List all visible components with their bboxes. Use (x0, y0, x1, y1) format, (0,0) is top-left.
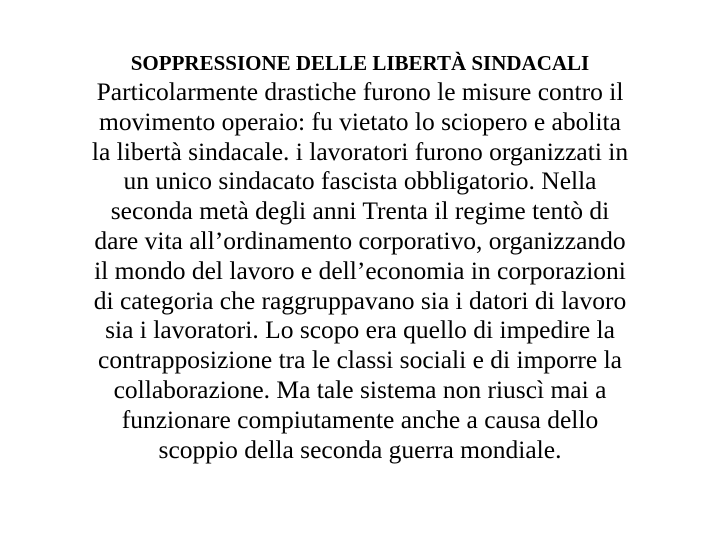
body-line: di categoria che raggruppavano sia i datori di lavoro (93, 285, 627, 315)
body-line: sia i lavoratori. Lo scopo era quello di impedire la (105, 315, 615, 345)
body-line: la libertà sindacale. i lavoratori furono organizzati in (91, 136, 629, 166)
body-line: un unico sindacato fascista obbligatorio. Nella (123, 166, 597, 196)
body-line: seconda metà degli anni Trenta il regime tentò di (110, 196, 610, 226)
body-line: movimento operaio: fu vietato lo sciopero e abolita (99, 106, 621, 136)
body-line: scoppio della seconda guerra mondiale. (158, 434, 562, 464)
body-line: collaborazione. Ma tale sistema non riuscì mai a (113, 374, 607, 404)
body-line: funzionare compiutamente anche a causa dello (121, 404, 599, 434)
body-line: contrapposizione tra le classi sociali e di imporre la (98, 345, 622, 375)
body-line: dare vita all’ordinamento corporativo, organizzando (94, 225, 626, 255)
slide-body-text (0, 77, 720, 464)
slide-title: SOPPRESSIONE DELLE LIBERTÀ SINDACALI (130, 51, 590, 75)
body-line: il mondo del lavoro e dell’economia in corporazioni (94, 255, 626, 285)
body-line: Particolarmente drastiche furono le misure contro il (96, 77, 624, 106)
